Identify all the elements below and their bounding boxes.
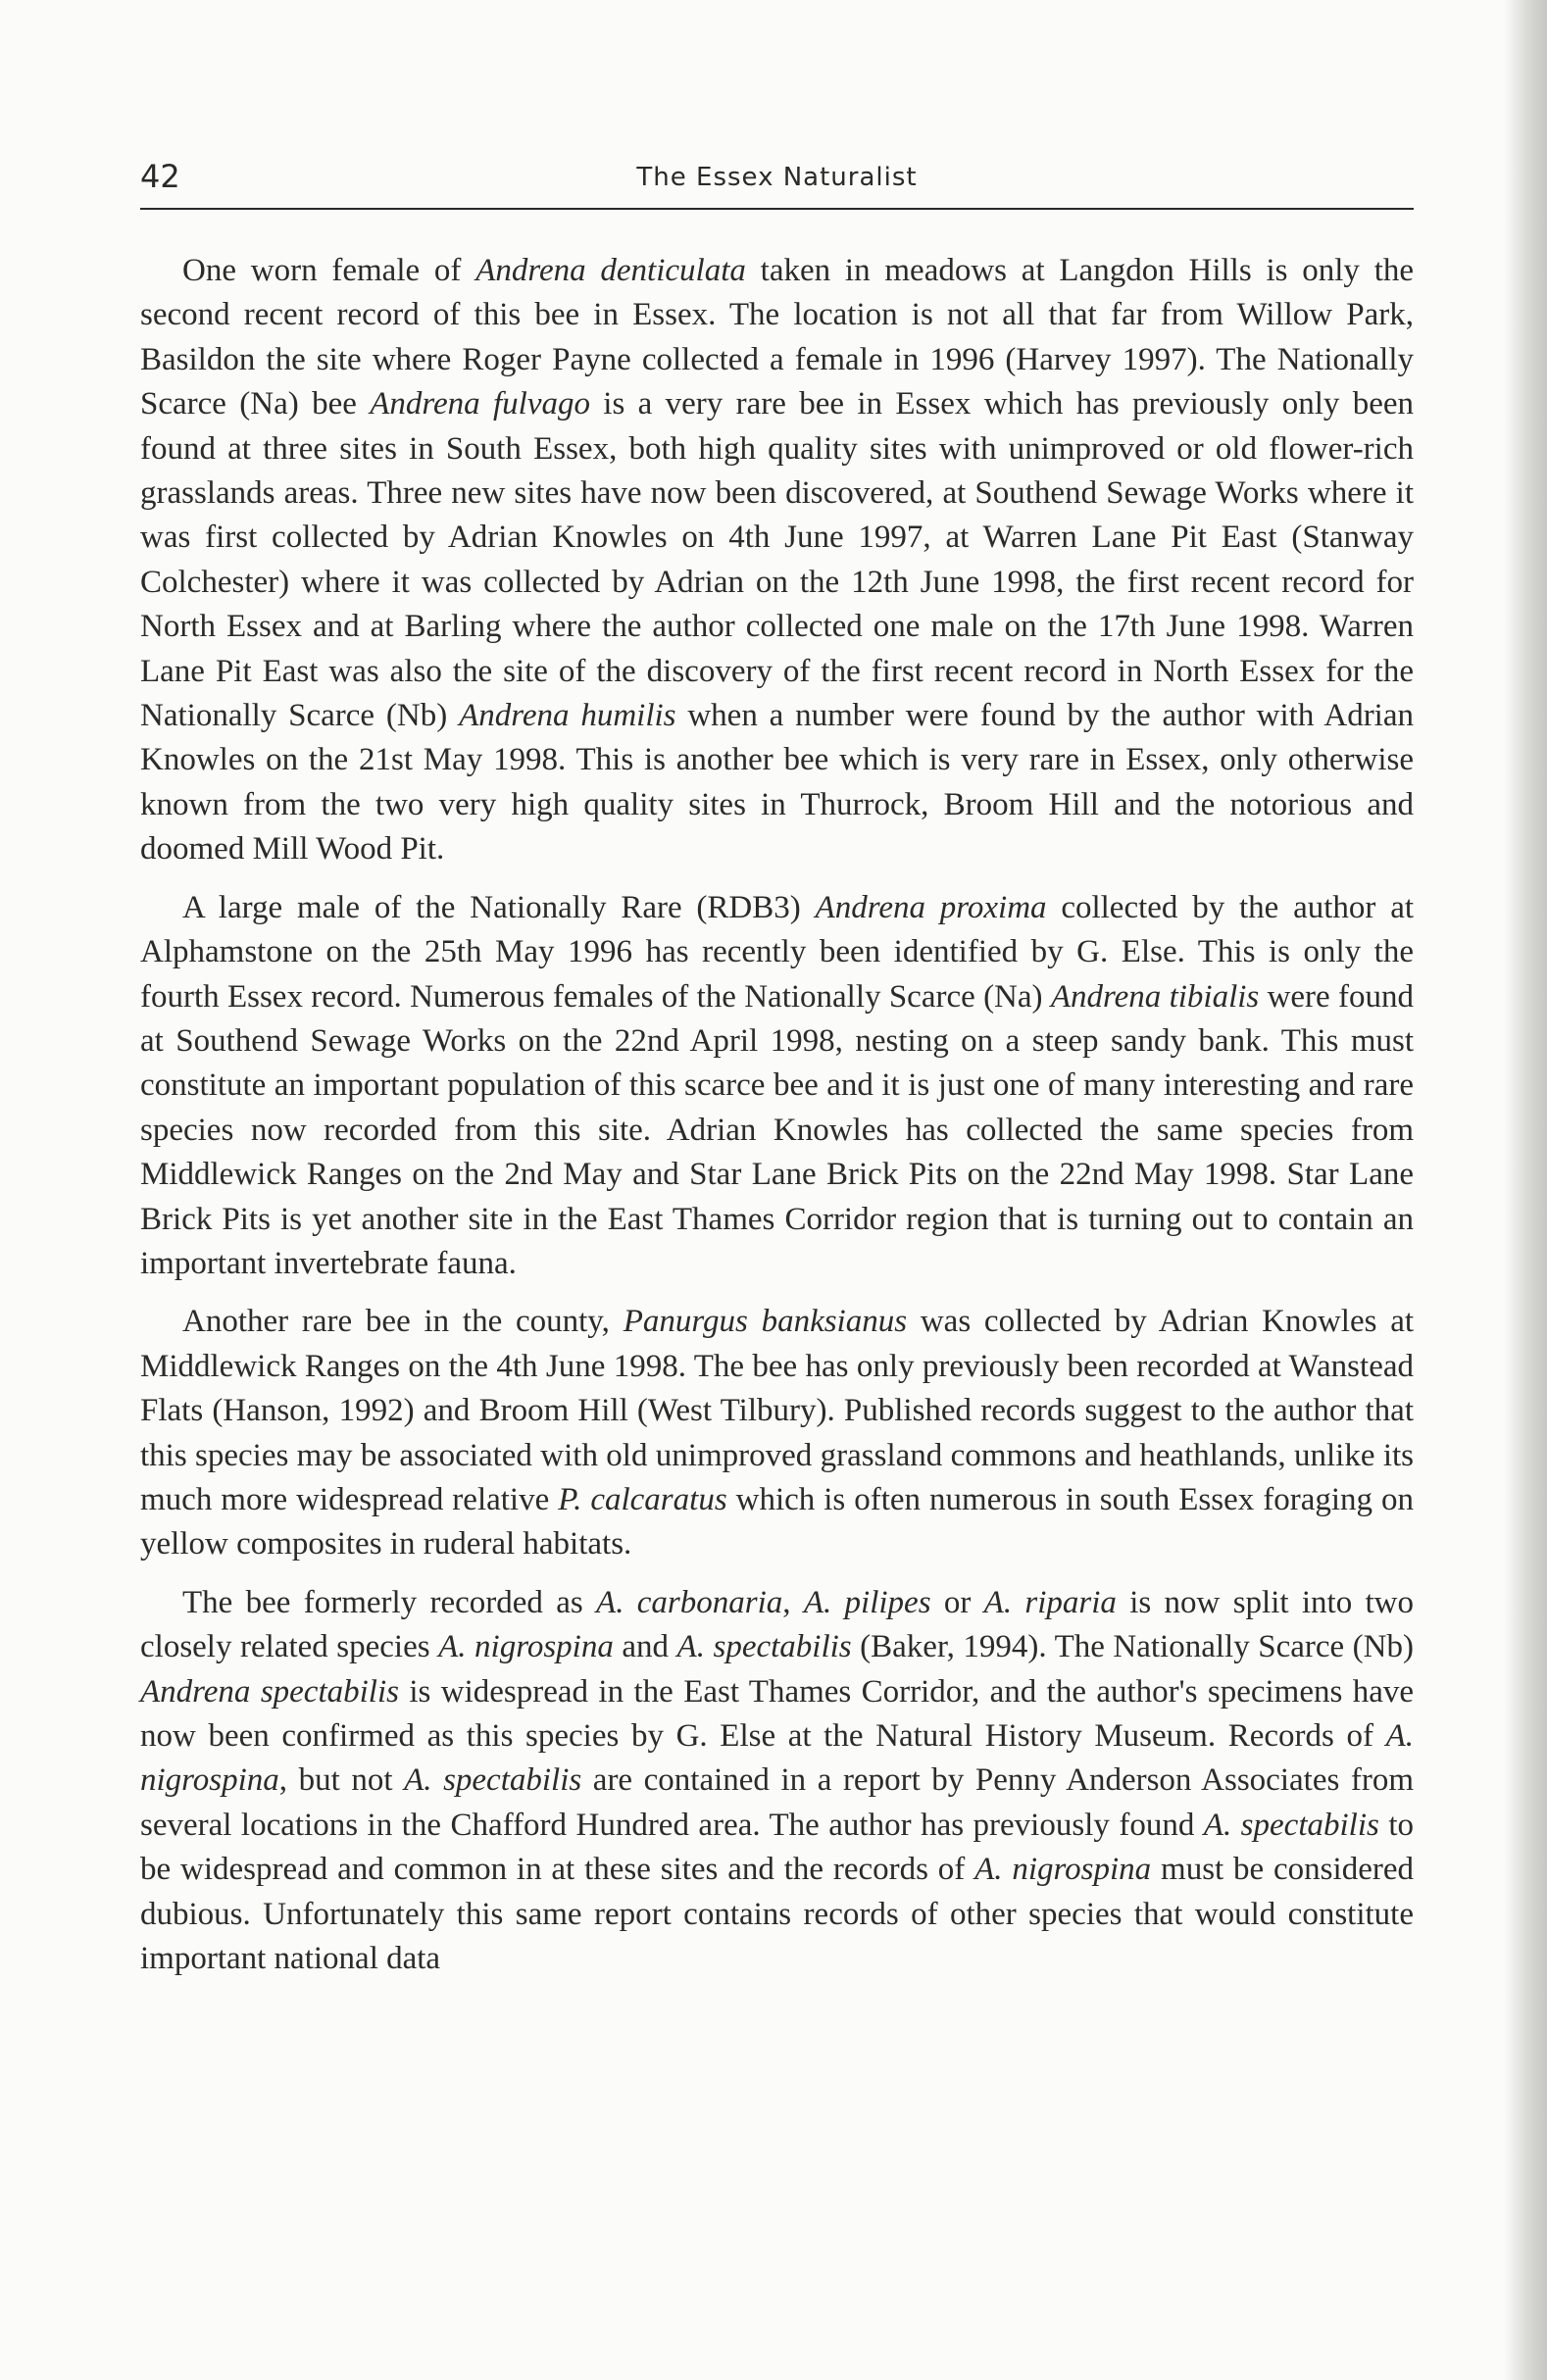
- text-run: must be considered dubious. Unfortunately this same report contains records of other species that would constitute important national data: [140, 1852, 1414, 1977]
- text-run: A large male of the Nationally Rare (RDB3): [182, 889, 816, 925]
- page-number: 42: [140, 158, 180, 195]
- text-run: is a very rare bee in Essex which has previously only been found at three sites in South Essex, both high quality sites with unimproved or old flower-rich grasslands areas. Three new sites have now been discovered, at Southend Sewage Works where it was first collected by Adrian Knowles on 4th June 1997, at Warren Lane Pit East (Stanway Colchester) where it was collected by Adrian on the 12th June 1998, the first recent record for North Essex and at Barling where the author collected one male on the 17th June 1998. Warren Lane Pit East was also the site of the discovery of the first recent record in North Essex for the Nationally Scarce (Nb): [140, 386, 1415, 734]
- text-run: The bee formerly recorded as: [182, 1584, 597, 1620]
- header-rule: [140, 208, 1414, 210]
- paragraph: [140, 886, 1414, 1287]
- text-run: or: [930, 1584, 984, 1620]
- species-name: P. calcaratus: [558, 1481, 727, 1517]
- text-run: ,: [782, 1584, 804, 1620]
- text-run: were found at Southend Sewage Works on the 22nd April 1998, nesting on a steep sandy bank. This must constitute an important population of this scarce bee and it is just one of many interesting and rare species now recorded from this site. Adrian Knowles has collected the same species from Middlewick Ranges on the 2nd May and Star Lane Brick Pits on the 22nd May 1998. Star Lane Brick Pits is yet another site in the East Thames Corridor region that is turning out to contain an important invertebrate fauna.: [140, 978, 1414, 1281]
- text-run: was collected by Adrian Knowles at Middlewick Ranges on the 4th June 1998. The bee has only previously been recorded at Wanstead Flats (Hanson, 1992) and Broom Hill (West Tilbury). Published records suggest to the author that this species may be associated with old unimproved grassland commons and heathlands, unlike its much more widespread relative: [140, 1304, 1415, 1517]
- text-run: taken in meadows at Langdon Hills is only the second recent record of this bee in Essex. The location is not all that far from Willow Park, Basildon the site where Roger Payne collected a female in 1996 (Harvey 1997). The Nationally Scarce (Na) bee: [140, 253, 1415, 422]
- text-run: , but not: [278, 1762, 405, 1799]
- text-run: collected by the author at Alphamstone on the 25th May 1996 has recently been identified by G. Else. This is only the fourth Essex record. Numerous females of the Nationally Scarce (Na): [140, 889, 1415, 1015]
- species-name: A. nigrospina: [438, 1629, 614, 1665]
- text-run: and: [613, 1629, 677, 1665]
- species-name: Andrena proxima: [815, 889, 1047, 925]
- paragraph: [140, 1581, 1414, 1982]
- text-run: is now split into two closely related species: [140, 1584, 1415, 1665]
- species-name: Andrena fulvago: [370, 386, 590, 422]
- running-header: [140, 157, 1414, 208]
- text-run: to be widespread and common in at these sites and the records of: [140, 1807, 1414, 1888]
- text-run: is widespread in the East Thames Corridor, and the author's specimens have now been confirmed as this species by G. Else at the Natural History Museum. Records of: [140, 1673, 1414, 1754]
- text-run: which is often numerous in south Essex foraging on yellow composites in ruderal habitats.: [140, 1481, 1414, 1562]
- species-name: A. riparia: [983, 1584, 1117, 1620]
- species-name: Panurgus banksianus: [623, 1304, 908, 1340]
- species-name: A. spectabilis: [404, 1762, 582, 1799]
- text-run: (Baker, 1994). The Nationally Scarce (Nb): [851, 1629, 1414, 1665]
- species-name: A. nigrospina: [974, 1852, 1152, 1888]
- text-run: One worn female of: [182, 253, 476, 288]
- species-name: Andrena tibialis: [1050, 978, 1260, 1015]
- species-name: A. spectabilis: [676, 1629, 852, 1665]
- species-name: A. spectabilis: [1203, 1807, 1379, 1843]
- paragraph: [140, 249, 1414, 872]
- text-run: Another rare bee in the county,: [182, 1304, 624, 1340]
- text-run: are contained in a report by Penny Anderson Associates from several locations in the Chafford Hundred area. The author has previously found: [140, 1762, 1415, 1843]
- text-run: when a number were found by the author with Adrian Knowles on the 21st May 1998. This is another bee which is very rare in Essex, only otherwise known from the two very high quality sites in Thurrock, Broom Hill and the notorious and doomed Mill Wood Pit.: [140, 698, 1414, 868]
- page-edge-shadow: [1504, 0, 1547, 2380]
- species-name: Andrena spectabilis: [140, 1673, 399, 1710]
- species-name: Andrena denticulata: [475, 253, 746, 288]
- paragraph: [140, 1300, 1414, 1566]
- species-name: A. pilipes: [803, 1584, 931, 1620]
- species-name: A. nigrospina: [140, 1718, 1414, 1799]
- article-body: [140, 249, 1414, 1981]
- species-name: A. carbonaria: [596, 1584, 783, 1620]
- species-name: Andrena humilis: [459, 698, 676, 734]
- journal-title: The Essex Naturalist: [636, 163, 918, 192]
